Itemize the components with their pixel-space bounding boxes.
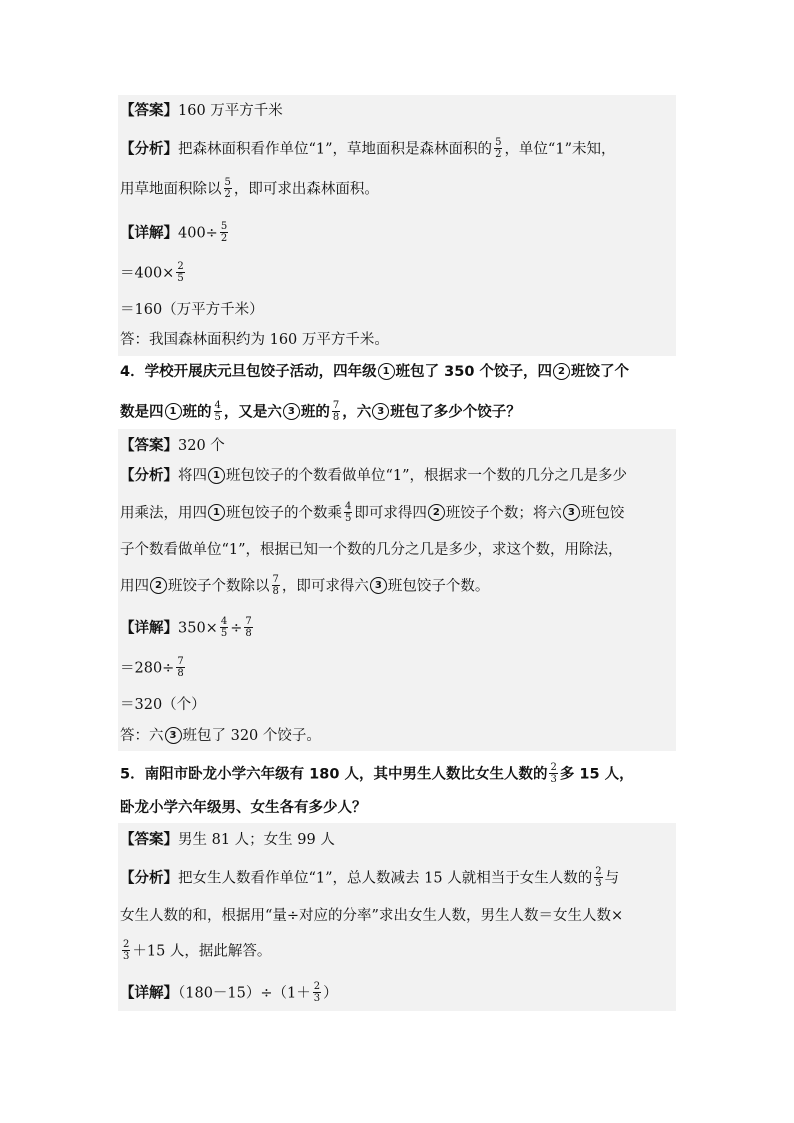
q4-text: 班的 xyxy=(182,404,212,421)
circled-3: 3 xyxy=(165,727,182,744)
circled-1: 1 xyxy=(165,403,182,420)
p3-analysis-line-2 xyxy=(120,178,379,201)
q5-analysis-text: 女生人数的和，根据用“量÷对应的分率”求出女生人数，男生人数＝女生人数× xyxy=(120,908,624,924)
fraction-4-5: $\frac{4}{5}$ xyxy=(220,616,228,639)
q4-text: ，又是六 xyxy=(223,404,282,421)
q5-analysis-text: ＋15 人，据此解答。 xyxy=(132,943,272,960)
fraction-5-2: $\frac{5}{2}$ xyxy=(495,137,502,160)
q4-answer-text: 320 个 xyxy=(178,438,225,454)
detail-label: 【详解】 xyxy=(120,225,178,242)
q4-detail-line-2 xyxy=(120,657,187,680)
q4-analysis-line-3 xyxy=(120,540,623,560)
q4-analysis-text: 班饺子个数；将六 xyxy=(445,505,562,522)
answer-label: 【答案】 xyxy=(120,438,178,454)
answer-label: 【答案】 xyxy=(120,832,178,848)
fraction-7-8: $\frac{7}{8}$ xyxy=(177,656,184,679)
circled-1: 1 xyxy=(208,504,225,521)
p3-analysis-text: ，单位“1”未知， xyxy=(504,141,616,158)
q4-detail-text: ÷ xyxy=(230,620,243,637)
circled-2: 2 xyxy=(553,363,570,380)
q4-conclusion: 答：六 xyxy=(120,728,164,744)
q4-text: 班的 xyxy=(300,404,330,421)
q5-detail-line-1 xyxy=(120,982,338,1005)
answer-label: 【答案】 xyxy=(120,103,178,119)
q4-text: ，六 xyxy=(342,404,372,421)
fraction-2-3: $\frac{2}{3}$ xyxy=(123,939,130,962)
q4-text: 数是四 xyxy=(120,404,164,421)
q5-text: 卧龙小学六年级男、女生各有多少人？ xyxy=(120,800,367,816)
q4-line-2 xyxy=(120,401,521,424)
fraction-7-8: $\frac{7}{8}$ xyxy=(332,400,340,423)
q4-analysis-text: 即可求得四 xyxy=(354,505,427,522)
p3-detail-line-1 xyxy=(120,222,230,245)
q5-line-1 xyxy=(120,763,634,786)
q4-detail-line-1 xyxy=(120,617,255,640)
q5-text: 南阳市卧龙小学六年级有 180 人，其中男生人数比女生人数的 xyxy=(144,766,548,783)
fraction-4-5: $\frac{4}{5}$ xyxy=(345,501,352,524)
q4-detail-text: 350× xyxy=(178,620,218,637)
q4-detail-line-3 xyxy=(120,695,206,715)
q4-analysis-line-1 xyxy=(120,466,627,486)
fraction-2-3: $\frac{2}{3}$ xyxy=(595,866,602,889)
q4-number: 4． xyxy=(120,364,145,380)
q4-analysis-text: 将四 xyxy=(178,468,207,484)
analysis-label: 【分析】 xyxy=(120,468,178,484)
q5-analysis-line-3 xyxy=(120,940,271,963)
circled-3: 3 xyxy=(370,577,387,594)
fraction-5-2: $\frac{5}{2}$ xyxy=(224,177,231,200)
q5-analysis-line-2 xyxy=(120,906,623,926)
q4-text: 班包了 350 个饺子，四 xyxy=(395,364,552,380)
p3-detail-line-3 xyxy=(120,300,264,320)
q4-analysis-text: 用乘法，用四 xyxy=(120,505,207,522)
circled-3: 3 xyxy=(283,403,300,420)
analysis-label: 【分析】 xyxy=(120,141,178,158)
p3-detail-line-4 xyxy=(120,330,389,350)
q5-text: 多 15 人， xyxy=(559,766,634,783)
q5-detail-text: ） xyxy=(323,985,338,1002)
q5-analysis-line-1 xyxy=(120,867,619,890)
q4-answer-line xyxy=(120,436,225,456)
q4-analysis-line-2 xyxy=(120,502,624,525)
fraction-7-8: $\frac{7}{8}$ xyxy=(272,574,279,597)
p3-analysis-text: ，即可求出森林面积。 xyxy=(233,181,379,198)
q4-analysis-text: 班饺子个数除以 xyxy=(168,578,270,595)
q4-text: 班饺了个 xyxy=(570,364,629,380)
p3-answer-text: 160 万平方千米 xyxy=(178,103,283,119)
fraction-4-5: $\frac{4}{5}$ xyxy=(214,400,221,423)
detail-label: 【详解】 xyxy=(120,620,178,637)
q4-analysis-text: 班包饺子的个数乘 xyxy=(226,505,342,522)
fraction-7-8: $\frac{7}{8}$ xyxy=(245,616,252,639)
q5-analysis-text: 与 xyxy=(604,870,620,887)
q4-line-1 xyxy=(120,362,629,382)
q5-detail-text: （180－15）÷（1＋ xyxy=(178,985,311,1002)
q5-answer-line xyxy=(120,830,335,850)
fraction-2-3: $\frac{2}{3}$ xyxy=(313,981,321,1004)
q4-conclusion: 班包了 320 个饺子。 xyxy=(182,728,321,744)
q4-analysis-text: 班包饺子的个数看做单位“1”，根据求一个数的几分之几是多少 xyxy=(226,468,628,484)
circled-2: 2 xyxy=(150,577,167,594)
q4-analysis-text: 用四 xyxy=(120,578,149,595)
p3-answer-line xyxy=(120,101,283,121)
q4-detail-line-4 xyxy=(120,726,321,746)
q4-analysis-text: 班包饺 xyxy=(580,505,625,522)
q4-detail-text: ＝320（个） xyxy=(120,697,206,713)
p3-analysis-text: 把森林面积看作单位“1”，草地面积是森林面积的 xyxy=(178,141,493,158)
fraction-2-3: $\frac{2}{3}$ xyxy=(550,762,557,785)
q5-answer-text: 男生 81 人；女生 99 人 xyxy=(178,832,335,848)
p3-analysis-text: 用草地面积除以 xyxy=(120,181,222,198)
q4-detail-text: ＝280÷ xyxy=(120,660,175,677)
fraction-2-5: $\frac{2}{5}$ xyxy=(177,261,184,284)
p3-analysis-line-1 xyxy=(120,138,616,161)
circled-1: 1 xyxy=(378,363,395,380)
q5-analysis-text: 把女生人数看作单位“1”，总人数减去 15 人就相当于女生人数的 xyxy=(178,870,593,887)
analysis-label: 【分析】 xyxy=(120,870,178,887)
q4-text: 班包了多少个饺子？ xyxy=(390,404,521,421)
p3-detail-text: ＝400× xyxy=(120,265,175,282)
p3-detail-text: 400÷ xyxy=(178,225,218,242)
q5-number: 5． xyxy=(120,766,145,783)
circled-3: 3 xyxy=(372,403,389,420)
q4-analysis-text: 子个数看做单位“1”，根据已知一个数的几分之几是多少，求这个数，用除法， xyxy=(120,542,623,558)
q4-analysis-text: 班包饺子个数。 xyxy=(387,578,490,595)
circled-1: 1 xyxy=(208,467,225,484)
q4-analysis-line-4 xyxy=(120,575,489,598)
circled-2: 2 xyxy=(428,504,445,521)
fraction-5-2: $\frac{5}{2}$ xyxy=(220,221,228,244)
q4-analysis-text: ，即可求得六 xyxy=(281,578,369,595)
q4-text: 学校开展庆元旦包饺子活动，四年级 xyxy=(144,364,377,380)
p3-detail-line-2 xyxy=(120,262,187,285)
q5-line-2 xyxy=(120,798,367,818)
circled-3: 3 xyxy=(563,504,580,521)
detail-label: 【详解】 xyxy=(120,985,178,1002)
p3-conclusion: 答：我国森林面积约为 160 万平方千米。 xyxy=(120,332,389,348)
p3-detail-text: ＝160（万平方千米） xyxy=(120,302,264,318)
